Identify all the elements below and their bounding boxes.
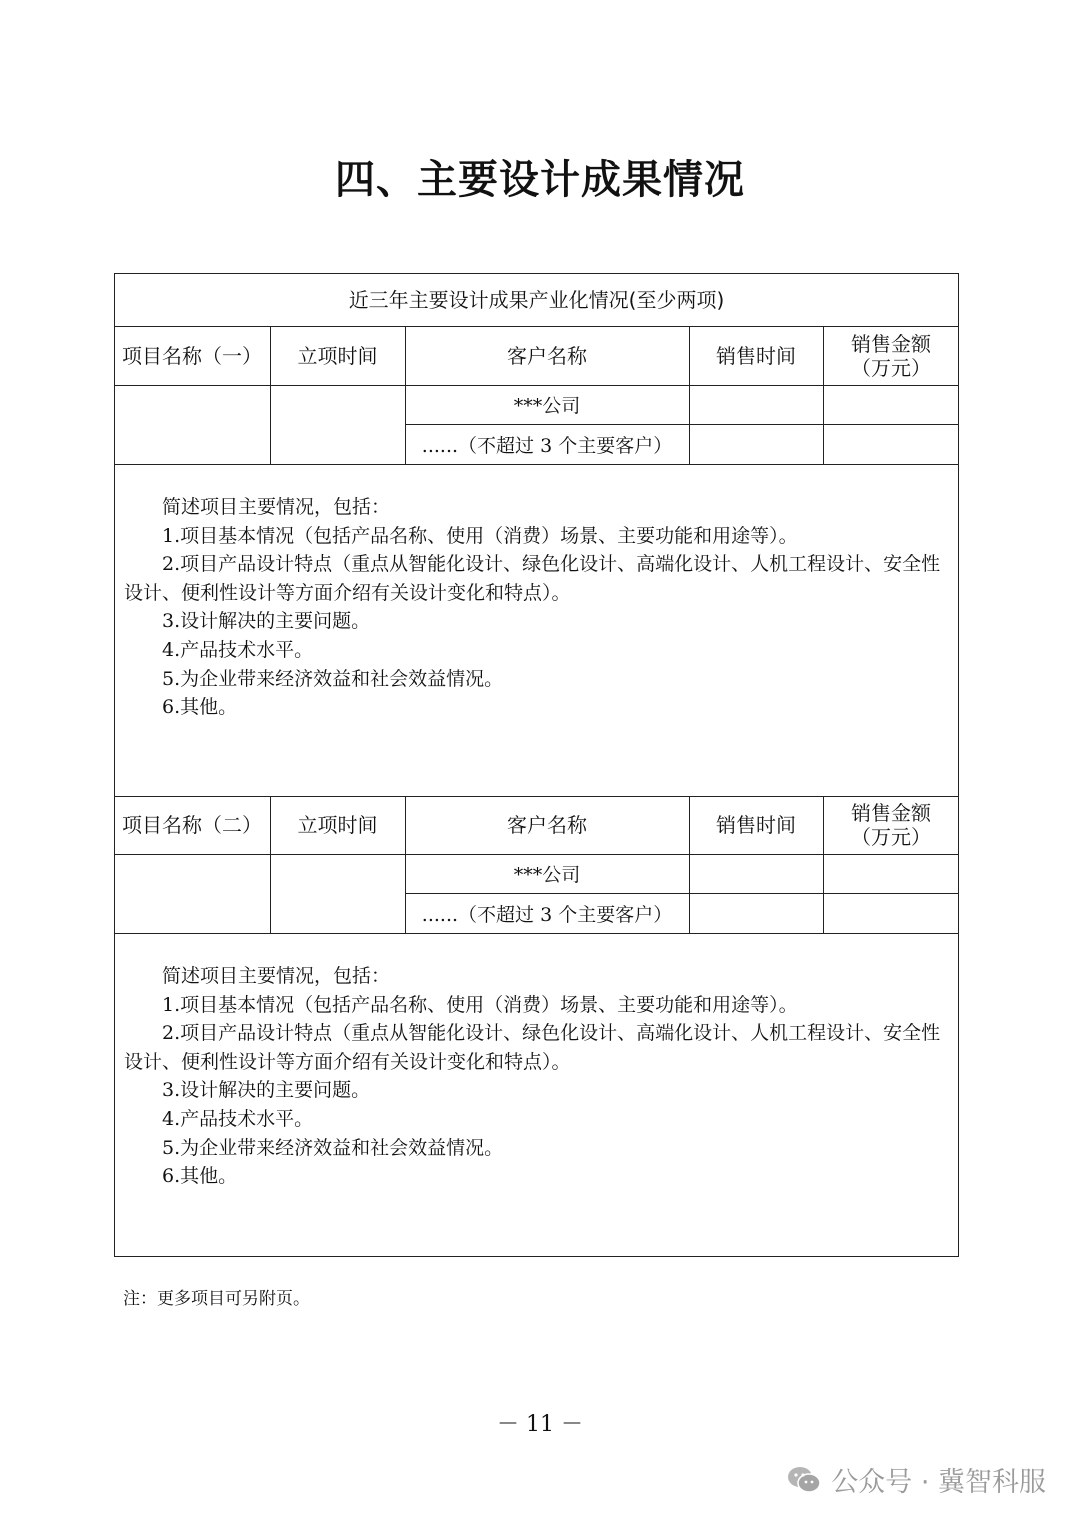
amount-header-line2: （万元）: [851, 825, 931, 849]
project-1-customer-header: 客户名称: [507, 343, 587, 368]
description-line: 4.产品技术水平。: [162, 638, 314, 661]
project-2-customer-2: ......（不超过 3 个主要客户）: [421, 903, 673, 926]
project-2-name-header: 项目名称（二）: [122, 813, 262, 837]
project-2-amount-header: [823, 796, 959, 854]
project-1-description: [124, 493, 950, 722]
footnote: 注：更多项目可另附页。: [123, 1289, 310, 1309]
project-2-sales-time-header: 销售时间: [716, 813, 796, 837]
description-line: 3.设计解决的主要问题。: [162, 610, 371, 633]
project-2-description: [124, 962, 950, 1191]
description-line: 3.设计解决的主要问题。: [162, 1079, 371, 1102]
watermark-text: 公众号 · 冀智科服: [831, 1467, 1046, 1498]
description-line: 2.项目产品设计特点（重点从智能化设计、绿色化设计、高端化设计、人机工程设计、安全性设计、便利性设计等方面介绍有关设计变化和特点）。: [124, 1022, 941, 1073]
description-line: 1.项目基本情况（包括产品名称、使用（消费）场景、主要功能和用途等）。: [162, 524, 798, 547]
description-line: 2.项目产品设计特点（重点从智能化设计、绿色化设计、高端化设计、人机工程设计、安全性设计、便利性设计等方面介绍有关设计变化和特点）。: [124, 553, 941, 604]
description-line: 6.其他。: [162, 696, 238, 719]
description-line: 4.产品技术水平。: [162, 1107, 314, 1130]
page-number: － 11 －: [497, 1412, 583, 1437]
description-line: 5.为企业带来经济效益和社会效益情况。: [162, 667, 504, 690]
project-2-customer-1: ***公司: [513, 864, 581, 886]
description-line: 6.其他。: [162, 1165, 238, 1188]
table-caption: 近三年主要设计成果产业化情况(至少两项): [348, 288, 725, 312]
amount-header-line1: 销售金额: [851, 331, 931, 356]
watermark: [787, 1460, 1046, 1499]
project-1-sales-time-header: 销售时间: [716, 343, 796, 368]
description-line: 简述项目主要情况，包括：: [162, 496, 391, 518]
project-1-name-header: 项目名称（一）: [122, 343, 262, 368]
description-line: 5.为企业带来经济效益和社会效益情况。: [162, 1136, 504, 1159]
page-title: 四、主要设计成果情况: [335, 157, 745, 203]
project-1-amount-header: [823, 326, 959, 385]
description-line: 1.项目基本情况（包括产品名称、使用（消费）场景、主要功能和用途等）。: [162, 993, 798, 1016]
project-1-customer-2: ......（不超过 3 个主要客户）: [421, 434, 673, 457]
description-line: 简述项目主要情况，包括：: [162, 965, 391, 987]
project-2-start-time-header: 立项时间: [297, 813, 378, 837]
amount-header-line2: （万元）: [851, 355, 931, 380]
amount-header-line1: 销售金额: [851, 801, 931, 825]
project-1-customer-1: ***公司: [513, 395, 581, 417]
wechat-icon: [787, 1465, 821, 1495]
project-1-start-time-header: 立项时间: [297, 343, 378, 368]
project-2-customer-header: 客户名称: [507, 813, 587, 837]
